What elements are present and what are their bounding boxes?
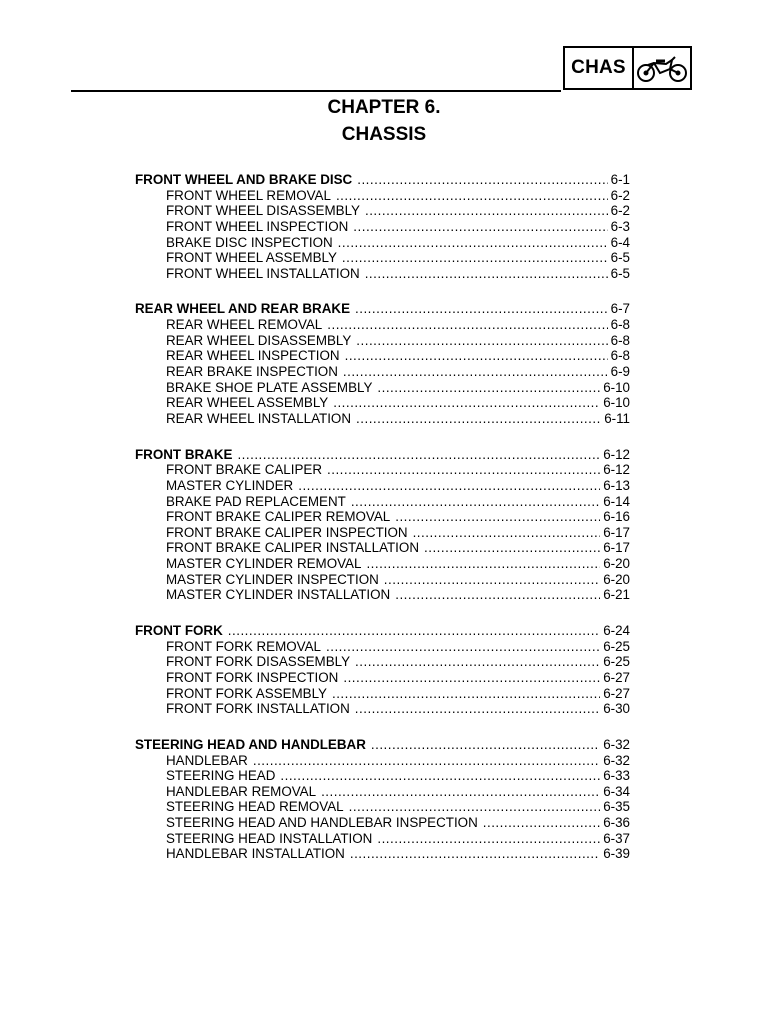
toc-entry-label: FRONT WHEEL INSTALLATION [166,265,360,281]
toc-section-heading-label: FRONT WHEEL AND BRAKE DISC [135,172,353,187]
toc-entry[interactable] [135,478,630,494]
dot-leader [333,395,600,411]
toc-entry-label: STEERING HEAD [166,768,276,784]
toc-entry-label: REAR BRAKE INSPECTION [166,364,338,380]
toc-entry-label: FRONT WHEEL DISASSEMBLY [166,203,360,219]
toc-entry-page: 6-12 [603,462,630,478]
toc-entry[interactable] [135,494,630,510]
dot-leader [355,301,608,317]
toc-entry-label: BRAKE DISC INSPECTION [166,234,333,250]
toc-entry-page: 6-33 [603,768,630,784]
dot-leader [366,556,600,572]
dot-leader [298,478,600,494]
toc-entry[interactable] [135,395,630,411]
toc-section [135,447,630,603]
toc-entry[interactable] [135,686,630,702]
dot-leader [253,753,600,769]
toc-entry[interactable] [135,831,630,847]
toc-entry-label: FRONT FORK INSPECTION [166,669,339,685]
toc-entry-label: MASTER CYLINDER [166,477,294,493]
toc-entry[interactable] [135,380,630,396]
toc-section-heading-label: STEERING HEAD AND HANDLEBAR [135,736,366,752]
toc-entry-label: STEERING HEAD INSTALLATION [166,830,373,846]
toc-entry-page: 6-20 [603,556,630,572]
toc-entry-page: 6-36 [603,815,630,831]
toc-section-heading-page: 6-12 [603,446,630,462]
toc-entry-page: 6-30 [603,701,630,717]
toc-entry-label: FRONT FORK INSTALLATION [166,701,350,717]
toc-entry[interactable] [135,587,630,603]
toc-entry-page: 6-20 [603,571,630,587]
dot-leader [326,639,600,655]
toc-entry-page: 6-16 [603,509,630,525]
dot-leader [338,235,608,251]
toc-entry-label: MASTER CYLINDER INSTALLATION [166,587,391,603]
toc-entry-page: 6-8 [610,317,630,333]
dot-leader [342,250,608,266]
toc-section-heading-label: REAR WHEEL AND REAR BRAKE [135,301,351,317]
toc-section [135,623,630,717]
toc-entry-label: REAR WHEEL DISASSEMBLY [166,332,352,348]
toc-entry-label: FRONT BRAKE CALIPER INSTALLATION [166,540,419,556]
toc-entry[interactable] [135,768,630,784]
toc-entry-page: 6-39 [603,846,630,862]
toc-entry[interactable] [135,364,630,380]
toc-entry-page: 6-14 [603,493,630,509]
toc-entry-page: 6-10 [603,379,630,395]
toc-entry[interactable] [135,235,630,251]
toc-entry[interactable] [135,509,630,525]
toc-entry-page: 6-21 [603,587,630,603]
toc-entry[interactable] [135,799,630,815]
motorcycle-icon [634,48,690,88]
dot-leader [350,846,600,862]
chapter-badge [563,46,692,90]
dot-leader [395,587,600,603]
dot-leader [413,525,601,541]
dot-leader [353,219,607,235]
toc-section-heading-page: 6-24 [603,623,630,639]
toc-entry-page: 6-9 [610,364,630,380]
dot-leader [355,701,600,717]
toc-section [135,301,630,426]
toc-entry-label: REAR WHEEL INSPECTION [166,348,340,364]
toc-entry-page: 6-37 [603,830,630,846]
dot-leader [237,447,600,463]
dot-leader [327,317,607,333]
dot-leader [356,411,601,427]
chapter-badge-label: CHAS [565,48,634,88]
toc-entry[interactable] [135,188,630,204]
toc-entry-label: FRONT WHEEL REMOVAL [166,187,331,203]
dot-leader [377,380,600,396]
toc-section-heading-page: 6-7 [610,301,630,317]
toc-section [135,737,630,862]
toc-entry-label: HANDLEBAR REMOVAL [166,783,317,799]
toc-entry-page: 6-11 [604,410,630,426]
toc-section-heading[interactable] [135,737,630,753]
chapter-number: CHAPTER 6. [327,97,441,118]
toc-entry[interactable] [135,540,630,556]
toc-entry[interactable] [135,411,630,427]
toc-entry[interactable] [135,219,630,235]
toc-entry-label: FRONT BRAKE CALIPER REMOVAL [166,509,391,525]
toc-entry-label: FRONT BRAKE CALIPER [166,462,323,478]
toc-entry[interactable] [135,317,630,333]
toc-entry-page: 6-4 [610,234,630,250]
toc-entry-label: REAR WHEEL INSTALLATION [166,410,352,426]
toc-section-heading-page: 6-1 [610,172,630,187]
toc-section-heading[interactable] [135,447,630,463]
toc-entry-label: FRONT WHEEL INSPECTION [166,218,349,234]
toc-entry[interactable] [135,572,630,588]
toc-entry-page: 6-17 [603,524,630,540]
toc-entry-page: 6-35 [603,799,630,815]
toc-entry[interactable] [135,701,630,717]
header-rule [71,90,561,92]
toc-entry-label: REAR WHEEL ASSEMBLY [166,395,329,411]
dot-leader [343,364,608,380]
dot-leader [424,540,600,556]
toc-entry[interactable] [135,556,630,572]
toc-entry-page: 6-8 [610,348,630,364]
toc-section-heading-label: FRONT FORK [135,623,223,639]
toc-entry[interactable] [135,266,630,282]
toc-section [135,172,630,281]
dot-leader [371,737,600,753]
toc-entry-label: MASTER CYLINDER REMOVAL [166,556,362,572]
dot-leader [384,572,600,588]
dot-leader [365,266,608,282]
toc-entry-label: FRONT FORK DISASSEMBLY [166,654,351,670]
dot-leader [357,172,607,188]
dot-leader [345,348,608,364]
toc-entry-page: 6-25 [603,654,630,670]
toc-entry[interactable] [135,784,630,800]
dot-leader [356,333,607,349]
toc-entry-label: MASTER CYLINDER INSPECTION [166,571,379,587]
toc-entry-label: FRONT WHEEL ASSEMBLY [166,250,337,266]
toc-entry[interactable] [135,815,630,831]
dot-leader [280,768,600,784]
toc-entry-page: 6-34 [603,783,630,799]
dot-leader [365,203,608,219]
toc-entry-page: 6-17 [603,540,630,556]
toc-entry[interactable] [135,639,630,655]
toc-entry-label: FRONT BRAKE CALIPER INSPECTION [166,524,408,540]
toc-entry-page: 6-2 [610,203,630,219]
dot-leader [336,188,608,204]
toc-entry-label: HANDLEBAR INSTALLATION [166,846,345,862]
toc-entry-page: 6-27 [603,685,630,701]
toc-entry-label: BRAKE PAD REPLACEMENT [166,493,346,509]
toc-section-heading-page: 6-32 [603,736,630,752]
toc-entry-page: 6-5 [610,250,630,266]
toc-entry[interactable] [135,670,630,686]
toc-entry-label: FRONT FORK ASSEMBLY [166,685,327,701]
toc-entry-page: 6-3 [610,218,630,234]
toc-section-heading-label: FRONT BRAKE [135,446,233,462]
table-of-contents [135,172,630,882]
toc-entry[interactable] [135,203,630,219]
toc-section-heading[interactable] [135,623,630,639]
chapter-title: CHASSIS [341,124,427,145]
toc-entry-page: 6-13 [603,477,630,493]
toc-entry[interactable] [135,348,630,364]
toc-entry-label: BRAKE SHOE PLATE ASSEMBLY [166,379,373,395]
toc-section-heading[interactable] [135,301,630,317]
toc-entry-label: FRONT FORK REMOVAL [166,638,321,654]
toc-entry-label: REAR WHEEL REMOVAL [166,317,323,333]
toc-entry[interactable] [135,525,630,541]
toc-entry-page: 6-27 [603,669,630,685]
dot-leader [351,494,600,510]
toc-entry-label: STEERING HEAD AND HANDLEBAR INSPECTION [166,815,478,831]
toc-entry-page: 6-32 [603,752,630,768]
dot-leader [327,462,600,478]
toc-entry[interactable] [135,654,630,670]
toc-entry-page: 6-5 [610,265,630,281]
dot-leader [483,815,600,831]
toc-entry-page: 6-25 [603,638,630,654]
dot-leader [349,799,601,815]
toc-entry-label: HANDLEBAR [166,752,248,768]
toc-entry-page: 6-2 [610,187,630,203]
dot-leader [321,784,600,800]
toc-entry-page: 6-10 [603,395,630,411]
toc-entry-label: STEERING HEAD REMOVAL [166,799,344,815]
dot-leader [355,654,600,670]
dot-leader [395,509,600,525]
toc-entry[interactable] [135,846,630,862]
toc-entry[interactable] [135,333,630,349]
dot-leader [228,623,600,639]
dot-leader [332,686,600,702]
toc-section-heading[interactable] [135,172,630,188]
dot-leader [377,831,600,847]
toc-entry[interactable] [135,753,630,769]
dot-leader [343,670,600,686]
toc-entry-page: 6-8 [610,332,630,348]
toc-entry[interactable] [135,462,630,478]
toc-entry[interactable] [135,250,630,266]
